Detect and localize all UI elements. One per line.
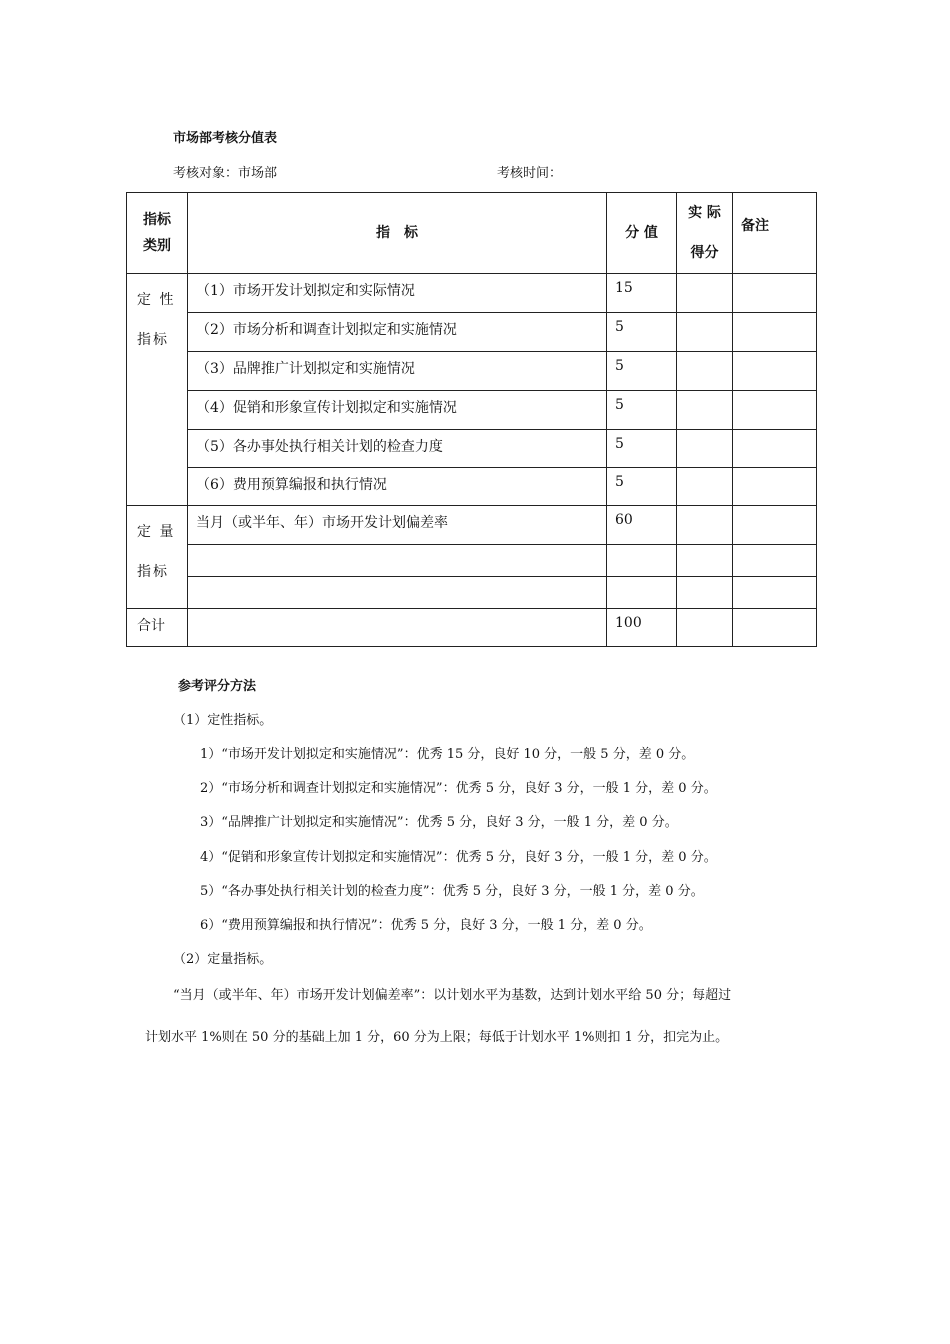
remark-cell[interactable] [733,274,817,313]
actual-score-cell[interactable] [677,545,733,577]
score-cell: 5 [607,313,677,352]
indicator-cell: （3）品牌推广计划拟定和实施情况 [188,352,607,391]
category-qualitative [127,274,188,506]
table-row [127,352,817,391]
remark-cell[interactable] [733,609,817,647]
actual-score-cell[interactable] [677,609,733,647]
total-indicator-cell [188,609,607,647]
table-row [127,430,817,468]
table-header-row [127,193,817,274]
total-label: 合计 [127,609,188,647]
actual-score-cell[interactable] [677,391,733,430]
table-row [127,577,817,609]
total-score: 100 [607,609,677,647]
qualitative-item: 6）“费用预算编报和执行情况”：优秀 5 分，良好 3 分，一般 1 分，差 0 分。 [200,918,652,933]
quantitative-heading: （2）定量指标。 [173,952,273,967]
header-score: 分 值 [607,193,677,274]
category-qualitative-line2: 指标 [137,332,169,348]
indicator-cell: （6）费用预算编报和执行情况 [188,468,607,506]
document-title: 市场部考核分值表 [173,131,278,146]
score-cell: 60 [607,506,677,545]
table-row [127,274,817,313]
quantitative-text-line1: “当月（或半年、年）市场开发计划偏差率”：以计划水平为基数，达到计划水平给 50 分；每超过 [173,988,732,1003]
table-row [127,506,817,545]
indicator-cell [188,577,607,609]
remark-cell[interactable] [733,577,817,609]
actual-score-cell[interactable] [677,468,733,506]
score-cell: 5 [607,430,677,468]
remark-cell[interactable] [733,506,817,545]
actual-score-cell[interactable] [677,352,733,391]
indicator-cell: （4）促销和形象宣传计划拟定和实施情况 [188,391,607,430]
qualitative-item: 4）“促销和形象宣传计划拟定和实施情况”：优秀 5 分，良好 3 分，一般 1 分，差 0 分。 [200,850,717,865]
indicator-cell: （5）各办事处执行相关计划的检查力度 [188,430,607,468]
actual-score-cell[interactable] [677,577,733,609]
remark-cell[interactable] [733,430,817,468]
method-title: 参考评分方法 [178,679,257,694]
header-actual-line2: 得分 [690,245,719,261]
remark-cell[interactable] [733,313,817,352]
indicator-cell: （2）市场分析和调查计划拟定和实施情况 [188,313,607,352]
qualitative-item: 3）“品牌推广计划拟定和实施情况”：优秀 5 分，良好 3 分，一般 1 分，差 0 分。 [200,815,678,830]
table-row [127,313,817,352]
indicator-cell: （1）市场开发计划拟定和实际情况 [188,274,607,313]
remark-cell[interactable] [733,391,817,430]
category-quantitative-line1: 定 量 [137,524,176,540]
remark-cell[interactable] [733,545,817,577]
actual-score-cell[interactable] [677,430,733,468]
header-actual-score [677,193,733,274]
indicator-cell: 当月（或半年、年）市场开发计划偏差率 [188,506,607,545]
score-cell: 5 [607,352,677,391]
total-row [127,609,817,647]
category-qualitative-line1: 定 性 [137,292,176,308]
header-remark: 备注 [733,193,817,274]
qualitative-item: 2）“市场分析和调查计划拟定和实施情况”：优秀 5 分，良好 3 分，一般 1 分，差 0 分。 [200,781,717,796]
actual-score-cell[interactable] [677,313,733,352]
qualitative-item: 1）“市场开发计划拟定和实施情况”：优秀 15 分，良好 10 分，一般 5 分，差 0 分。 [200,747,695,762]
score-table [126,192,817,647]
qualitative-heading: （1）定性指标。 [173,713,273,728]
score-cell [607,545,677,577]
header-category-line2: 类别 [143,238,171,254]
remark-cell[interactable] [733,468,817,506]
table-row [127,545,817,577]
header-category [127,193,188,274]
quantitative-text-line2: 计划水平 1%则在 50 分的基础上加 1 分，60 分为上限；每低于计划水平 1%则扣 1 分，扣完为止。 [145,1030,729,1045]
score-cell: 5 [607,468,677,506]
score-cell: 5 [607,391,677,430]
category-quantitative-line2: 指标 [137,564,169,580]
header-indicator: 指 标 [188,193,607,274]
table-row [127,391,817,430]
header-category-line1: 指标 [143,212,171,228]
score-cell: 15 [607,274,677,313]
remark-cell[interactable] [733,352,817,391]
actual-score-cell[interactable] [677,506,733,545]
table-row [127,468,817,506]
category-quantitative [127,506,188,609]
score-cell [607,577,677,609]
header-actual-line1: 实 际 [688,205,721,221]
assessment-object: 考核对象：市场部 [173,166,278,181]
qualitative-item: 5）“各办事处执行相关计划的检查力度”：优秀 5 分，良好 3 分，一般 1 分，差 0 分。 [200,884,704,899]
actual-score-cell[interactable] [677,274,733,313]
indicator-cell [188,545,607,577]
assessment-time: 考核时间： [497,166,563,181]
